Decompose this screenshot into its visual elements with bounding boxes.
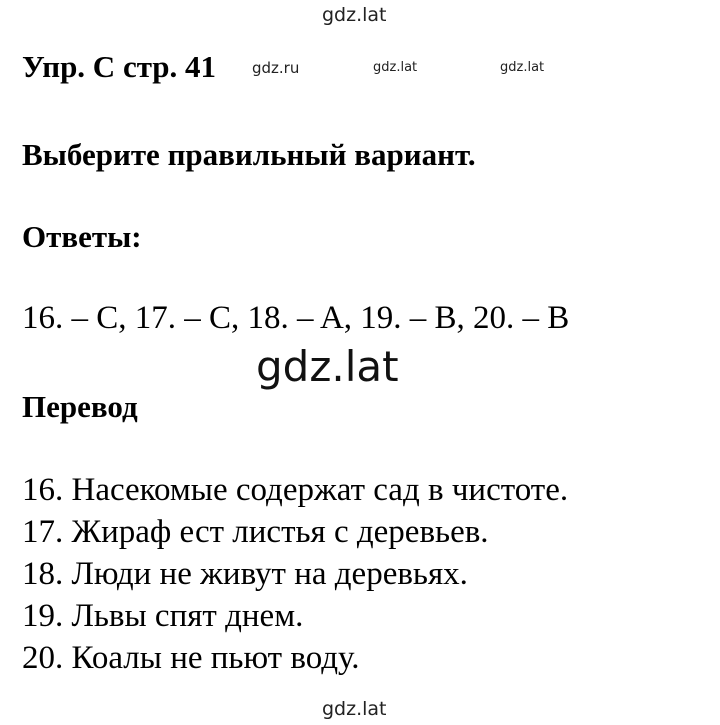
translation-line: 17. Жираф ест листья с деревьев.: [22, 514, 489, 550]
translation-line: 19. Львы спят днем.: [22, 598, 304, 634]
watermark-small-1: gdz.ru: [252, 59, 300, 77]
translation-list: [22, 469, 568, 679]
translation-heading: Перевод: [22, 389, 138, 424]
task-instruction: Выберите правильный вариант.: [22, 137, 476, 172]
translation-line: 16. Насекомые содержат сад в чистоте.: [22, 472, 569, 508]
translation-line: 20. Коалы не пьют воду.: [22, 640, 360, 676]
watermark-small-3: gdz.lat: [500, 60, 545, 75]
watermark-small-2: gdz.lat: [373, 60, 418, 75]
watermark-bottom: gdz.lat: [322, 698, 387, 720]
watermark-center: gdz.lat: [256, 342, 399, 391]
exercise-title: Упр. С стр. 41: [22, 49, 217, 84]
translation-line: 18. Люди не живут на деревьях.: [22, 556, 468, 592]
answers-text: 16. – C, 17. – C, 18. – A, 19. – B, 20. – B: [22, 300, 570, 336]
watermark-top: gdz.lat: [322, 4, 387, 26]
answers-heading: Ответы:: [22, 219, 142, 254]
